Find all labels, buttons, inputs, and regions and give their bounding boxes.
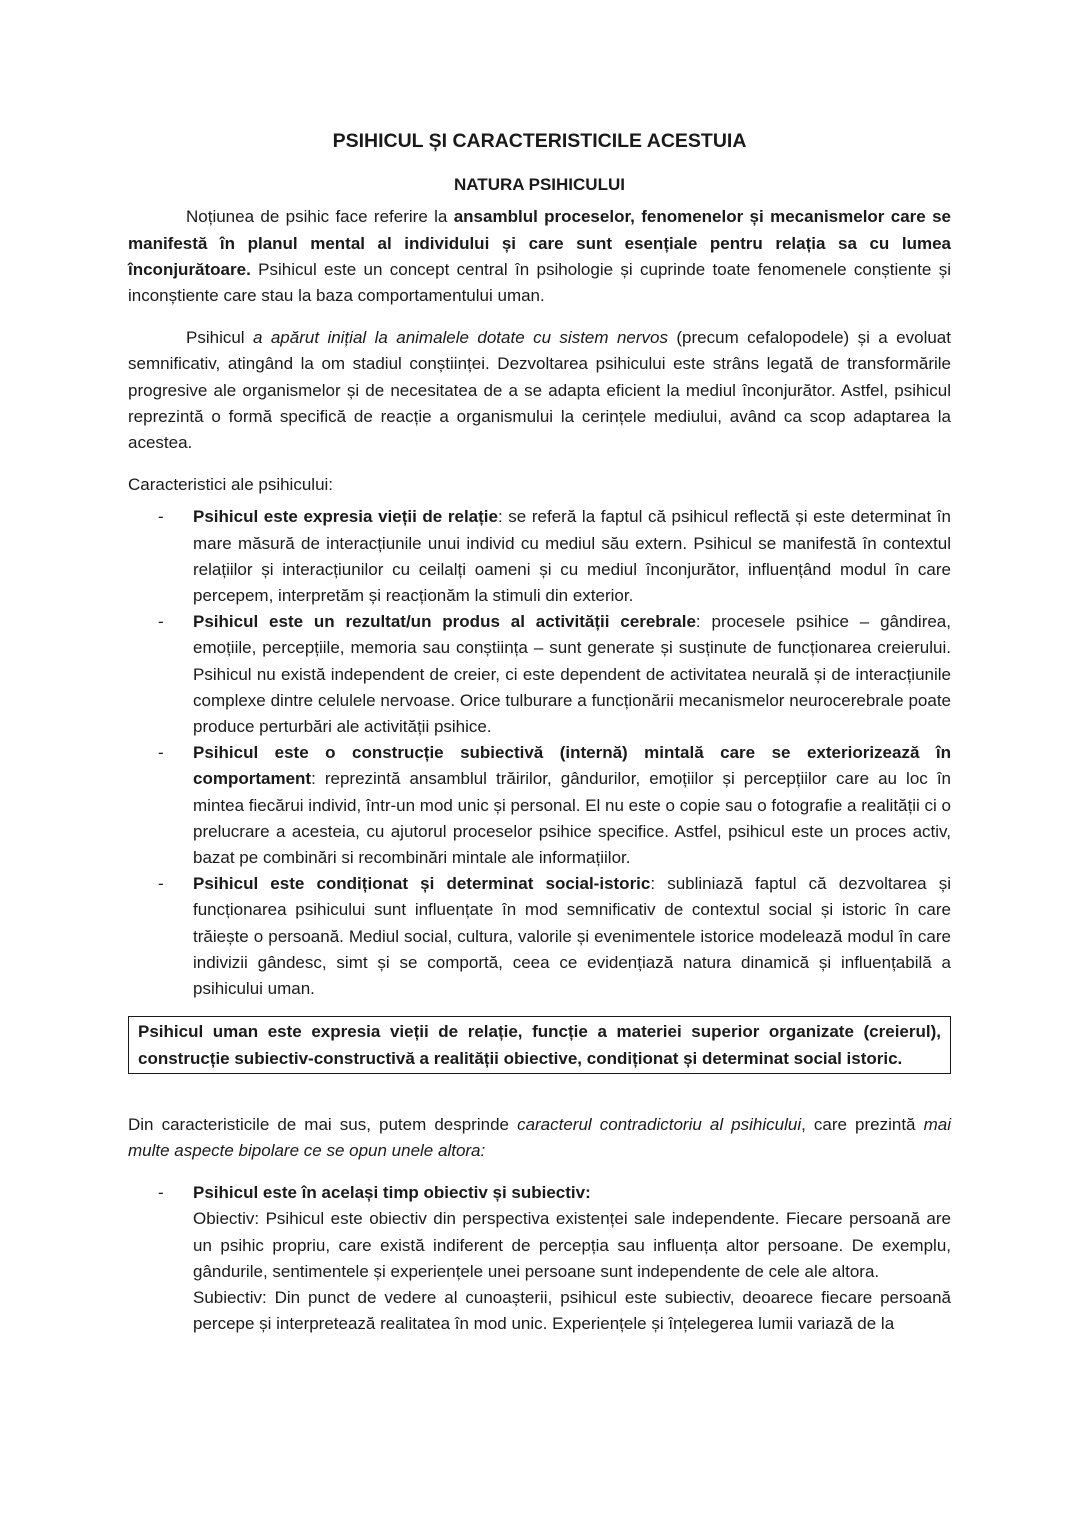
section-title: NATURA PSIHICULUI xyxy=(454,175,625,195)
bipolar-objective: Obiectiv: Psihicul este obiectiv din perspectiva existenței sale independente. Fiecare persoană are un psihic propriu, care există indiferent de percepția sau influența altor persoane. De exemplu, gândurile, sentimentele și experiențele unei persoane sunt independente de cele ale altora. xyxy=(193,1209,951,1281)
list-item: - Psihicul este o construcție subiectivă (internă) mintală care se exteriorizează în comportament: reprezintă ansamblul trăirilor, gândurilor, emoțiilor și percepțiilor care au loc în mintea fiecărui individ, într-un mod unic și personal. El nu este o copie sau o fotografie a realității ci o prelucrare a acesteia, cu ajutorul proceselor psihice specifice. Astfel, psihicul este un proces activ, bazat pe combinări si recombinări mintale ale informațiilor. xyxy=(128,740,951,871)
list-item: - Psihicul este un rezultat/un produs al activității cerebrale: procesele psihice – gândirea, emoțiile, percepțiile, memoria sau conștiința – sunt generate și susținute de funcționarea creierului. Psihicul nu există independent de creier, ci este dependent de activitatea neurală și de interacțiunile complexe dintre celulele nervoase. Orice tulburare a funcționării mecanismelor neurocerebrale poate produce perturbări ale activității psihice. xyxy=(128,609,951,740)
bipolar-heading: Psihicul este în același timp obiectiv și subiectiv: xyxy=(193,1183,591,1203)
document-title: PSIHICUL ȘI CARACTERISTICILE ACESTUIA xyxy=(332,130,747,152)
characteristics-lead: Caracteristici ale psihicului: xyxy=(128,475,334,495)
document-page xyxy=(128,128,951,1337)
list-item xyxy=(128,1180,951,1337)
paragraph-contradictory: Din caracteristicile de mai sus, putem desprinde caracterul contradictoriu al psihicului, care prezintă mai multe aspecte bipolare ce se opun unele altora: xyxy=(128,1114,951,1160)
bipolar-list xyxy=(128,1180,951,1337)
dash-bullet: - xyxy=(158,874,164,894)
list-item: - Psihicul este condiționat și determinat social-istoric: subliniază faptul că dezvoltarea și funcționarea psihicului sunt influențate în mod semnificativ de contextul social și istoric în care trăiește o persoană. Mediul social, cultura, valorile și evenimentele istorice modelează modul în care indivizii gândesc, simt și se comportă, ceea ce evidențiază natura dinamică și influențabilă a psihicului uman. xyxy=(128,871,951,1002)
bipolar-subjective: Subiectiv: Din punct de vedere al cunoașterii, psihicul este subiectiv, deoarece fiecare persoană percepe și interpretează realitatea în mod unic. Experiențele și înțelegerea lumii variază de la xyxy=(193,1287,951,1334)
dash-bullet: - xyxy=(158,612,164,632)
paragraph-definition: Noțiunea de psihic face referire la ansamblul proceselor, fenomenelor și mecanismelor care se manifestă în planul mental al individului și care sunt esențiale pentru relația sa cu lumea înconjurătoare. Psihicul este un concept central în psihologie și cuprinde toate fenomenele conștiente și inconștiente care stau la baza comportamentului uman. xyxy=(128,207,951,306)
dash-bullet: - xyxy=(158,743,164,763)
dash-bullet: - xyxy=(158,507,164,527)
characteristics-list xyxy=(128,504,951,1002)
list-item: - Psihicul este expresia vieții de relație: se referă la faptul că psihicul reflectă și este determinat în mare măsură de interacțiunile unui individ cu mediul său extern. Psihicul se manifestă în contextul relațiilor și interacțiunilor cu ceilalți oameni și cu mediul înconjurător, influențând modul în care percepem, interpretăm și reacționăm la stimuli din exterior. xyxy=(128,504,951,609)
dash-bullet: - xyxy=(158,1183,164,1203)
summary-box: Psihicul uman este expresia vieții de relație, funcție a materiei superior organizate (creierul), construcție subiectiv-constructivă a realității obiective, condiționat și determinat social istoric. xyxy=(128,1016,951,1073)
paragraph-origin: Psihicul a apărut inițial la animalele dotate cu sistem nervos (precum cefalopodele) și a evoluat semnificativ, atingând la om stadiul conștiinței. Dezvoltarea psihicului este strâns legată de transformările progresive ale organismelor și de necesitatea de a se adapta eficient la mediul înconjurător. Astfel, psihicul reprezintă o formă specifică de reacție a organismului la cerințele mediului, având ca scop adaptarea la acestea. xyxy=(128,328,951,453)
